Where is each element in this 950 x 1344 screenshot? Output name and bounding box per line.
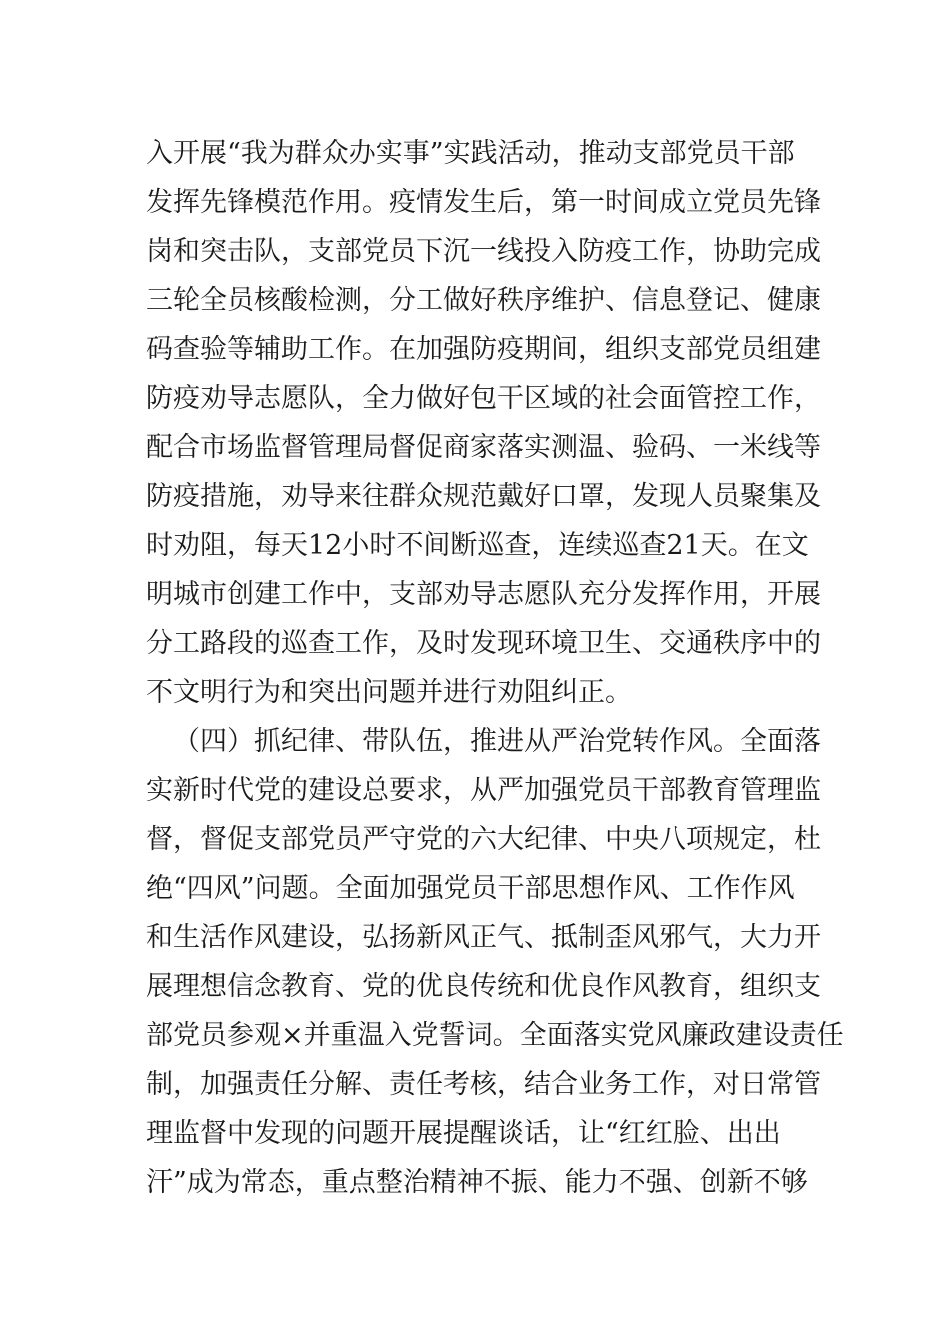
text-line: 三轮全员核酸检测，分工做好秩序维护、信息登记、健康: [146, 285, 821, 316]
section-heading-line: （四）抓纪律、带队伍，推进从严治党转作风。全面落: [173, 726, 821, 757]
text-line: 不文明行为和突出问题并进行劝阻纠正。: [146, 677, 632, 708]
text-line: 展理想信念教育、党的优良传统和优良作风教育，组织支: [146, 971, 821, 1002]
text-line: 分工路段的巡查工作，及时发现环境卫生、交通秩序中的: [146, 628, 821, 659]
text-line: 配合市场监督管理局督促商家落实测温、验码、一米线等: [146, 432, 821, 463]
text-line: 防疫措施，劝导来往群众规范戴好口罩，发现人员聚集及: [146, 481, 821, 512]
text-line: 绝“四风”问题。全面加强党员干部思想作风、工作作风: [146, 873, 795, 904]
body-text: [146, 129, 844, 1207]
text-line: 理监督中发现的问题开展提醒谈话，让“红红脸、出出: [146, 1118, 781, 1149]
text-line: 汗”成为常态，重点整治精神不振、能力不强、创新不够: [146, 1167, 808, 1198]
text-line: 部党员参观×并重温入党誓词。全面落实党风廉政建设责任: [146, 1020, 844, 1051]
text-line: 入开展“我为群众办实事”实践活动，推动支部党员干部: [146, 138, 795, 169]
text-line: 和生活作风建设，弘扬新风正气、抵制歪风邪气，大力开: [146, 922, 821, 953]
text-line: 码查验等辅助工作。在加强防疫期间，组织支部党员组建: [146, 334, 821, 365]
text-line: 防疫劝导志愿队，全力做好包干区域的社会面管控工作，: [146, 383, 821, 414]
text-line: 岗和突击队，支部党员下沉一线投入防疫工作，协助完成: [146, 236, 821, 267]
text-line: 明城市创建工作中，支部劝导志愿队充分发挥作用，开展: [146, 579, 821, 610]
text-line: 实新时代党的建设总要求，从严加强党员干部教育管理监: [146, 775, 821, 806]
text-line: 发挥先锋模范作用。疫情发生后，第一时间成立党员先锋: [146, 187, 821, 218]
text-line: 督，督促支部党员严守党的六大纪律、中央八项规定，杜: [146, 824, 821, 855]
text-line: 制，加强责任分解、责任考核，结合业务工作，对日常管: [146, 1069, 821, 1100]
text-line: 时劝阻，每天12小时不间断巡查，连续巡查21天。在文: [146, 530, 809, 561]
